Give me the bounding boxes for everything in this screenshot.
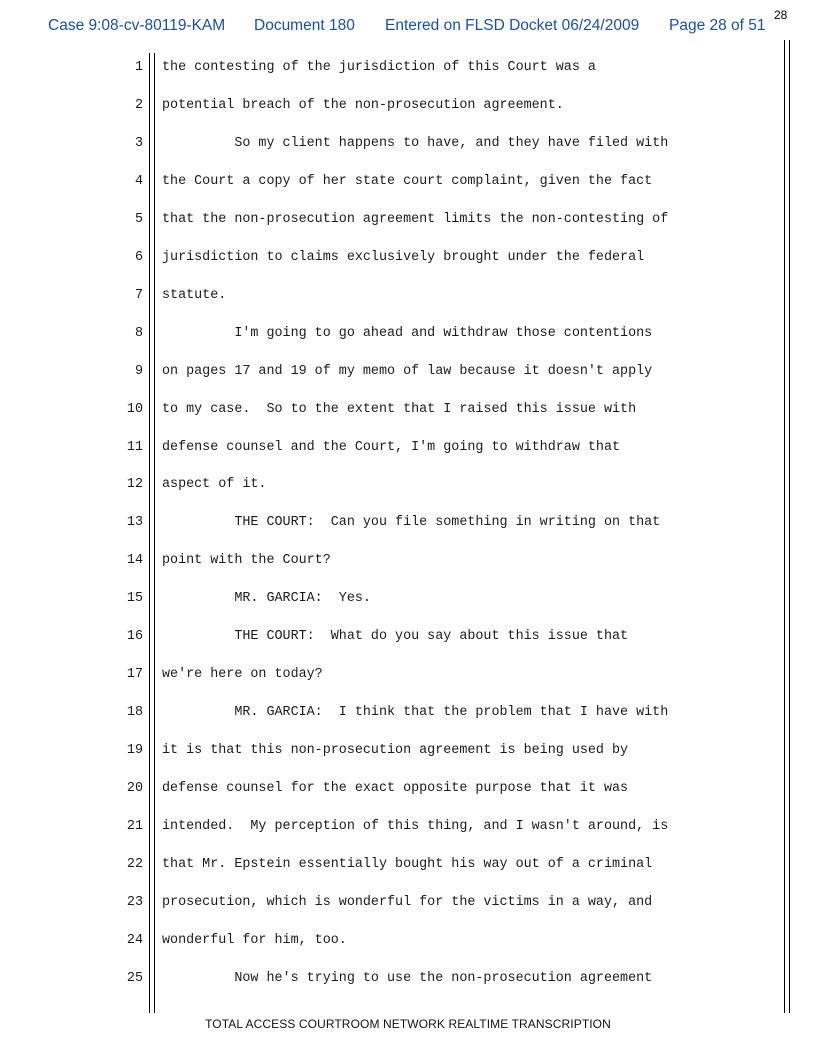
line-text: MR. GARCIA: I think that the problem that I have with [162,705,669,721]
case-number: Case 9:08-cv-80119-KAM [48,17,226,34]
transcript-line [0,933,816,953]
transcript-line [0,629,816,649]
transcript-line [0,288,816,308]
transcript-line [0,591,816,611]
transcript-line [0,326,816,346]
line-number: 6 [134,249,143,265]
line-text: defense counsel and the Court, I'm going to withdraw that [162,439,621,455]
transcript-line [0,250,816,270]
line-text: THE COURT: Can you file something in writing on that [162,515,661,531]
line-number: 25 [126,970,143,986]
transcript-line [0,364,816,384]
line-number: 20 [126,781,143,797]
transcript-line [0,402,816,422]
transcript-line [0,743,816,763]
line-number: 21 [126,819,143,834]
line-text: point with the Court? [162,553,331,569]
line-number: 2 [134,97,143,113]
line-number: 18 [126,705,143,721]
line-text: aspect of it. [162,477,267,493]
line-text: statute. [162,287,227,303]
transcript-line [0,174,816,194]
line-number: 5 [134,211,143,227]
transcript-line [0,212,816,232]
line-text: on pages 17 and 19 of my memo of law because it doesn't apply [162,363,653,379]
line-text: that Mr. Epstein essentially bought his way out of a criminal [162,856,653,872]
line-text: wonderful for him, too. [162,932,347,948]
line-number: 19 [126,743,143,759]
line-number: 23 [126,894,143,910]
transcript-line [0,553,816,573]
transcript-line [0,819,816,839]
transcript-line [0,60,816,80]
docket-header [0,17,816,37]
line-text: potential breach of the non-prosecution agreement. [162,97,564,113]
line-number: 22 [126,856,143,872]
line-number: 8 [134,325,143,341]
line-text: So my client happens to have, and they have filed with [162,135,669,151]
line-number: 15 [126,591,143,607]
line-number: 14 [126,553,143,569]
line-text: the Court a copy of her state court complaint, given the fact [162,173,653,189]
line-text: THE COURT: What do you say about this issue that [162,629,629,645]
transcript-line [0,971,816,991]
entered-date: Entered on FLSD Docket 06/24/2009 [385,17,640,34]
line-number: 11 [126,439,143,455]
line-text: Now he's trying to use the non-prosecution agreement [162,970,653,986]
transcript-page-number: 28 [774,8,788,22]
transcript-line [0,667,816,687]
transcript-line [0,477,816,497]
line-number: 16 [126,629,143,645]
line-number: 7 [134,287,143,303]
transcript-line [0,895,816,915]
transcript-line [0,705,816,725]
line-number: 24 [126,932,143,948]
line-number: 13 [126,515,143,531]
line-text: defense counsel for the exact opposite purpose that it was [162,781,629,797]
line-text: it is that this non-prosecution agreement is being used by [162,743,629,759]
line-text: MR. GARCIA: Yes. [162,591,371,607]
transcript-line [0,515,816,535]
line-number: 1 [134,60,143,75]
transcript-line [0,98,816,118]
document-number: Document 180 [254,17,355,34]
transcript-line [0,440,816,460]
line-text: the contesting of the jurisdiction of this Court was a [162,60,596,75]
transcript-line [0,136,816,156]
footer-caption: TOTAL ACCESS COURTROOM NETWORK REALTIME TRANSCRIPTION [205,1017,611,1031]
line-text: jurisdiction to claims exclusively brought under the federal [162,249,645,265]
page-of-count: Page 28 of 51 [669,17,766,34]
transcript-line [0,781,816,801]
transcript-line [0,857,816,877]
line-text: prosecution, which is wonderful for the victims in a way, and [162,894,653,910]
line-text: intended. My perception of this thing, and I wasn't around, is [162,819,669,834]
line-text: that the non-prosecution agreement limits the non-contesting of [162,211,669,227]
line-number: 4 [134,173,143,189]
line-number: 9 [134,363,143,379]
line-number: 10 [126,401,143,417]
line-number: 3 [134,135,143,151]
line-text: I'm going to go ahead and withdraw those contentions [162,325,653,341]
line-number: 12 [126,477,143,493]
line-number: 17 [126,667,143,683]
line-text: we're here on today? [162,667,323,683]
line-text: to my case. So to the extent that I raised this issue with [162,401,637,417]
